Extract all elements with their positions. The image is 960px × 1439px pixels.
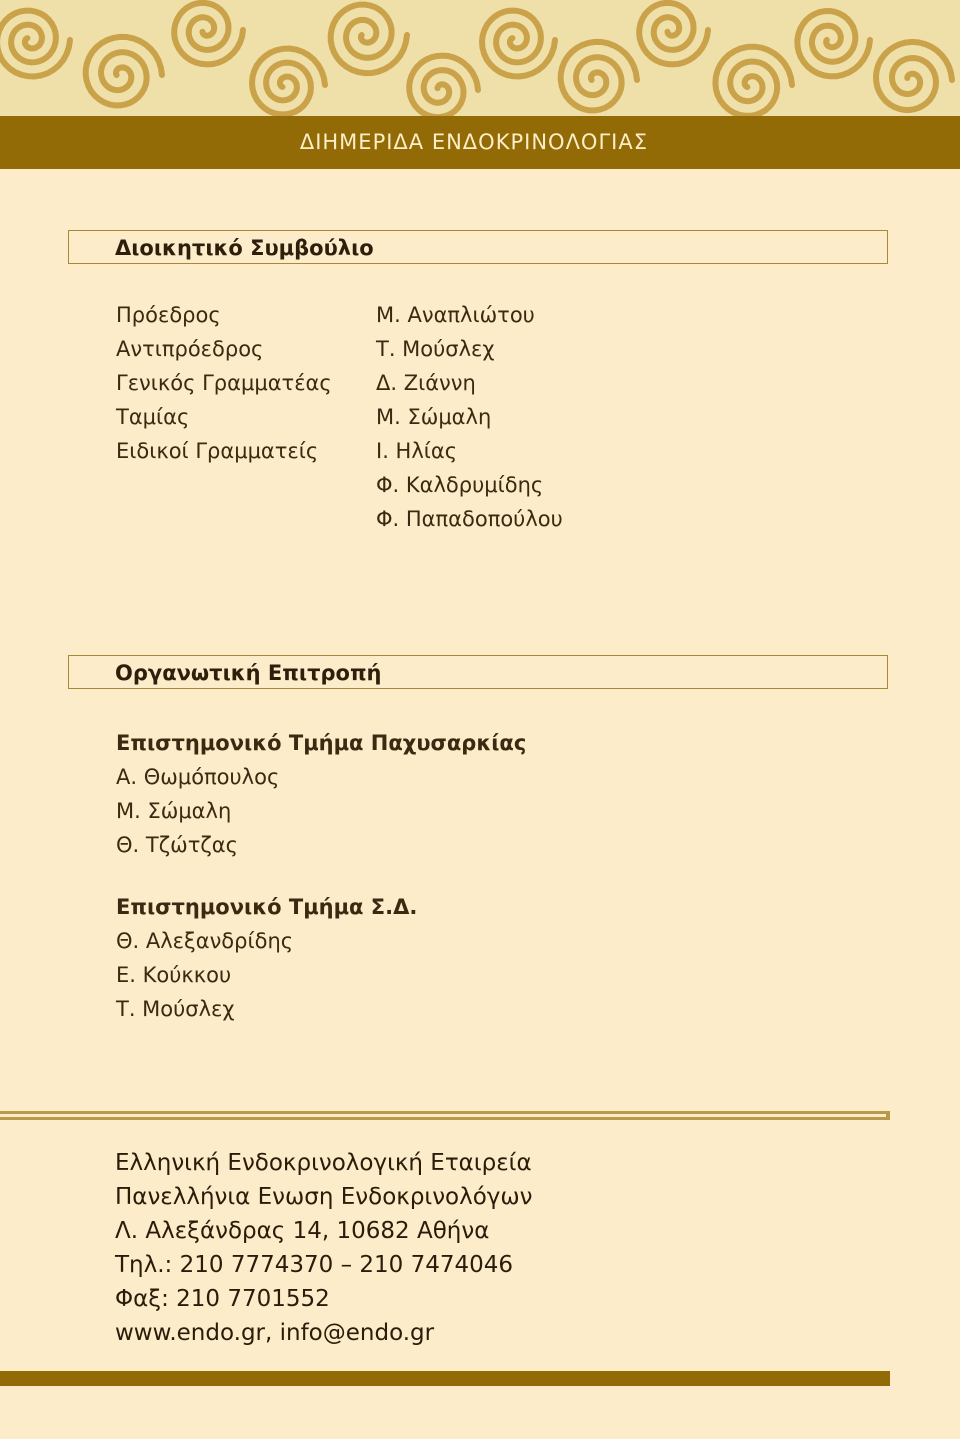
committee-section-header (68, 655, 888, 689)
member-name: Μ. Σώμαλη (376, 405, 492, 429)
web-email: www.endo.gr, info@endo.gr (115, 1320, 435, 1346)
society-name: Ελληνική Ενδοκρινολογική Εταιρεία (115, 1150, 532, 1176)
role-label: Αντιπρόεδρος (116, 337, 264, 361)
role-label: Γενικός Γραμματέας (116, 371, 332, 395)
member-name: Μ. Σώμαλη (116, 799, 232, 823)
swirl-ornament (86, 37, 162, 106)
swirl-ornament (0, 11, 70, 77)
bottom-bar (0, 1371, 890, 1386)
member-name: Μ. Αναπλιώτου (376, 303, 535, 327)
member-name: Θ. Αλεξανδρίδης (116, 929, 294, 953)
swirl-ornament (174, 3, 243, 65)
decorative-swirl-banner (0, 0, 960, 116)
swirl-ornament (561, 42, 637, 111)
address: Λ. Αλεξάνδρας 14, 10682 Αθήνα (115, 1218, 490, 1244)
member-name: Τ. Μούσλεχ (376, 337, 495, 361)
fax: Φαξ: 210 7701552 (115, 1286, 330, 1312)
board-names (376, 298, 563, 536)
member-name: Θ. Τζώτζας (116, 833, 238, 857)
role-label: Πρόεδρος (116, 303, 221, 327)
member-name: Τ. Μούσλεχ (116, 997, 235, 1021)
committee-title: Οργανωτική Επιτροπή (115, 661, 382, 685)
board-roles (116, 298, 332, 468)
page-title: ΔΙΗΜΕΡΙΔΑ ΕΝΔΟΚΡΙΝΟΛΟΓΙΑΣ (299, 130, 648, 154)
role-label: Ειδικοί Γραμματείς (116, 439, 319, 463)
board-section-header (68, 230, 888, 264)
swirl-ornament (482, 11, 555, 77)
group-title: Επιστημονικό Τμήμα Παχυσαρκίας (116, 731, 527, 755)
swirl-ornament (252, 49, 325, 115)
role-label: Ταμίας (116, 405, 190, 429)
group-title: Επιστημονικό Τμήμα Σ.Δ. (116, 895, 418, 919)
swirl-ornament (331, 5, 407, 74)
board-title: Διοικητικό Συμβούλιο (115, 236, 374, 260)
committee-group-obesity (116, 726, 526, 862)
divider-double-line (0, 1110, 890, 1122)
phone: Τηλ.: 210 7774370 – 210 7474046 (115, 1252, 514, 1278)
union-name: Πανελλήνια Ενωση Ενδοκρινολόγων (115, 1184, 533, 1210)
member-name: Δ. Ζιάννη (376, 371, 476, 395)
swirl-ornament (715, 47, 792, 116)
member-name: Α. Θωμόπουλος (116, 765, 280, 789)
swirl-ornament (797, 11, 870, 76)
member-name: Φ. Καλδρυμίδης (376, 473, 544, 497)
swirl-ornament (639, 3, 708, 65)
committee-group-diabetes (116, 890, 417, 1026)
member-name: Φ. Παπαδοπούλου (376, 507, 563, 531)
contact-info (115, 1146, 533, 1350)
member-name: Ι. Ηλίας (376, 439, 458, 463)
swirl-ornament (409, 56, 478, 116)
swirl-ornament (876, 42, 952, 110)
member-name: Ε. Κούκκου (116, 963, 232, 987)
